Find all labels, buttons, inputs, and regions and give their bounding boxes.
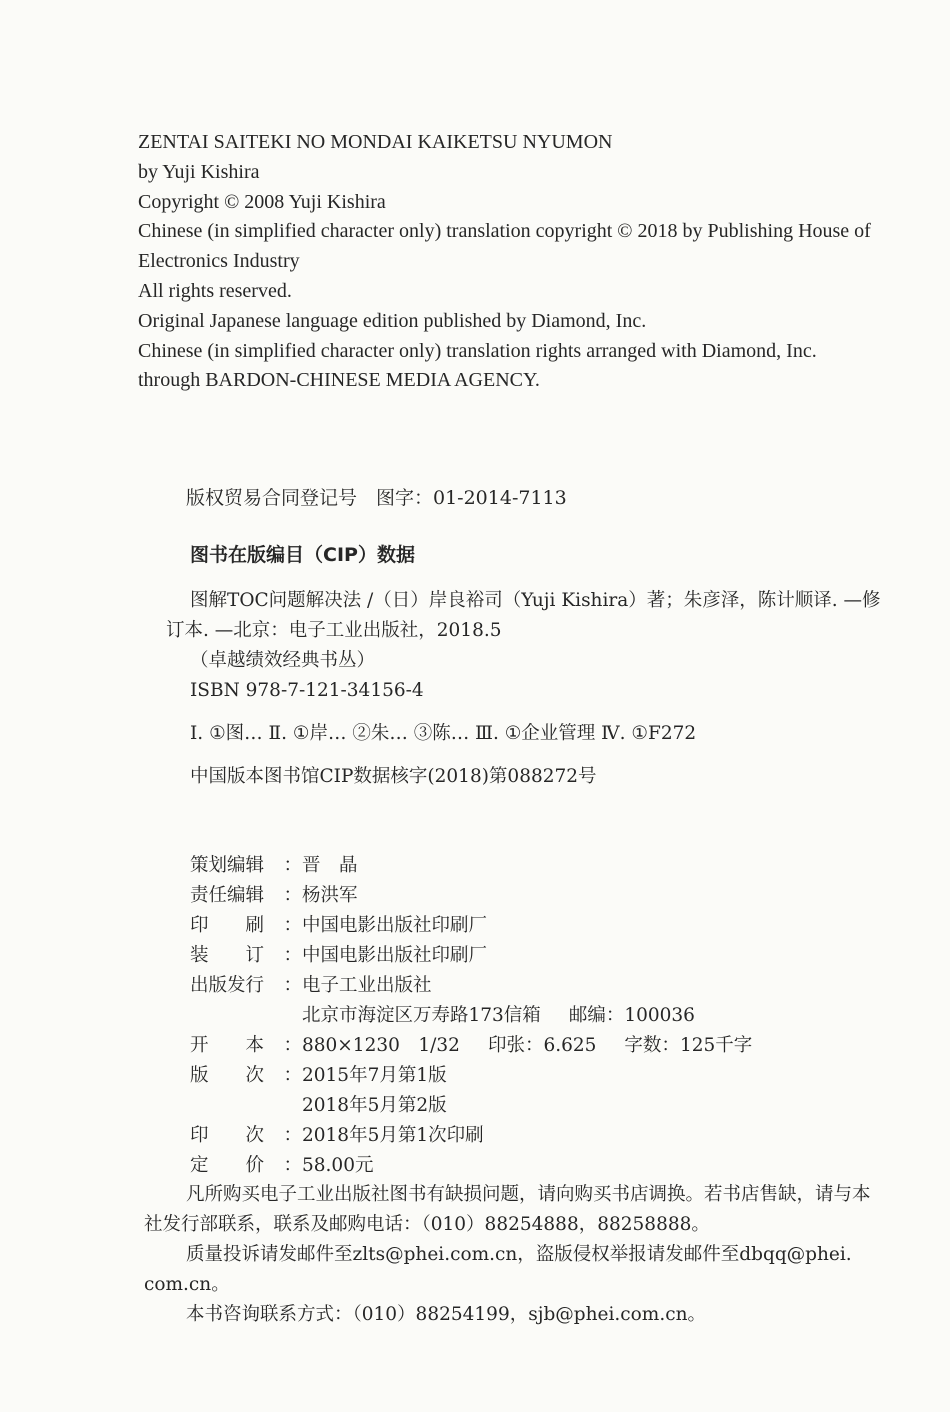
cip-series: （卓越绩效经典书丛） xyxy=(190,650,376,671)
cip-bibliographic-line: 图解TOC问题解决法 /（日）岸良裕司（Yuji Kishira）著；朱彦泽，陈计顺译. —修订本. —北京：电子工业出版社，2018.5 xyxy=(166,590,881,641)
contract-registration: 版权贸易合同登记号 图字：01-2014-7113 xyxy=(186,487,567,509)
print-label: 印 刷 xyxy=(190,915,265,936)
detail-row-editor: 责任编辑 ： 杨洪军 xyxy=(190,881,752,911)
original-edition-line: Original Japanese language edition published by Diamond, Inc. xyxy=(138,309,647,332)
translation-copyright-line: Chinese (in simplified character only) translation copyright © 2018 by Publishing House of Electronics Industry xyxy=(138,220,871,273)
postcode: 100036 xyxy=(624,1005,695,1026)
price: 58.00元 xyxy=(302,1155,374,1176)
translation-rights-line: Chinese (in simplified character only) translation rights arranged with Diamond, Inc. xyxy=(138,339,817,362)
price-label: 定 价 xyxy=(190,1155,265,1176)
defect-exchange-notice: 凡所购买电子工业出版社图书有缺损问题，请向购买书店调换。若书店售缺，请与本社发行部联系，联系及邮购电话：（010）88254888，88258888。 xyxy=(144,1184,871,1235)
binding-label: 装 订 xyxy=(190,945,265,966)
cip-heading: 图书在版编目（CIP）数据 xyxy=(190,544,415,566)
detail-row-edition: 版 次 ： 2015年7月第1版 xyxy=(190,1061,752,1091)
publication-details xyxy=(190,851,752,1181)
planning-editor: 晋 晶 xyxy=(302,855,358,876)
format-label: 开 本 xyxy=(190,1035,265,1056)
responsible-editor: 杨洪军 xyxy=(302,885,358,906)
detail-row-format: 开 本 ： 880×1230 1/32 印张： 6.625 字数： 125千字 xyxy=(190,1031,752,1061)
postcode-label: 邮编： xyxy=(568,1005,625,1026)
cip-isbn: ISBN 978-7-121-34156-4 xyxy=(190,680,424,701)
publisher: 电子工业出版社 xyxy=(302,975,432,996)
second-edition: 2018年5月第2版 xyxy=(302,1095,447,1116)
detail-row-publisher: 出版发行 ： 电子工业出版社 xyxy=(190,971,752,1001)
book-format: 880×1230 1/32 xyxy=(302,1035,460,1056)
cip-record xyxy=(166,586,886,706)
impression-label: 印 次 xyxy=(190,1125,265,1146)
impression: 2018年5月第1次印刷 xyxy=(302,1125,484,1146)
edition-label: 版 次 xyxy=(190,1065,265,1086)
publisher-label: 出版发行 xyxy=(190,975,265,996)
first-edition: 2015年7月第1版 xyxy=(302,1065,447,1086)
consultation-contact: 本书咨询联系方式：（010）88254199，sjb@phei.com.cn。 xyxy=(186,1304,706,1325)
copyright-line: Copyright © 2008 Yuji Kishira xyxy=(138,190,386,213)
customer-notice xyxy=(144,1180,884,1330)
printer: 中国电影出版社印刷厂 xyxy=(302,915,488,936)
printed-sheets: 6.625 xyxy=(543,1035,597,1056)
agency-line: through BARDON-CHINESE MEDIA AGENCY. xyxy=(138,369,540,392)
author-line: by Yuji Kishira xyxy=(138,160,260,183)
english-copyright-block xyxy=(138,128,888,396)
binder: 中国电影出版社印刷厂 xyxy=(302,945,488,966)
editor-label: 责任编辑 xyxy=(190,885,265,906)
complaint-email-notice: 质量投诉请发邮件至zlts@phei.com.cn，盗版侵权举报请发邮件至dbqq@phei. com.cn。 xyxy=(144,1244,852,1295)
detail-row-impression: 印 次 ： 2018年5月第1次印刷 xyxy=(190,1121,752,1151)
word-count: 125千字 xyxy=(679,1035,753,1056)
detail-row-edition2 xyxy=(190,1091,752,1121)
original-title: ZENTAI SAITEKI NO MONDAI KAIKETSU NYUMON xyxy=(138,131,613,153)
detail-row-print: 印 刷 ： 中国电影出版社印刷厂 xyxy=(190,911,752,941)
detail-row-binding: 装 订 ： 中国电影出版社印刷厂 xyxy=(190,941,752,971)
sheets-label: 印张： xyxy=(487,1035,544,1056)
detail-row-price: 定 价 ： 58.00元 xyxy=(190,1151,752,1181)
cip-data-number: 中国版本图书馆CIP数据核字(2018)第088272号 xyxy=(190,766,597,787)
detail-row-address xyxy=(190,1001,752,1031)
cip-classification: Ⅰ. ①图… Ⅱ. ①岸… ②朱… ③陈… Ⅲ. ①企业管理 Ⅳ. ①F272 xyxy=(190,723,697,744)
detail-row-planning: 策划编辑 ： 晋 晶 xyxy=(190,851,752,881)
publisher-address: 北京市海淀区万寿路173信箱 xyxy=(302,1005,541,1026)
rights-reserved-line: All rights reserved. xyxy=(138,279,292,302)
words-label: 字数： xyxy=(624,1035,680,1056)
planning-label: 策划编辑 xyxy=(190,855,265,876)
